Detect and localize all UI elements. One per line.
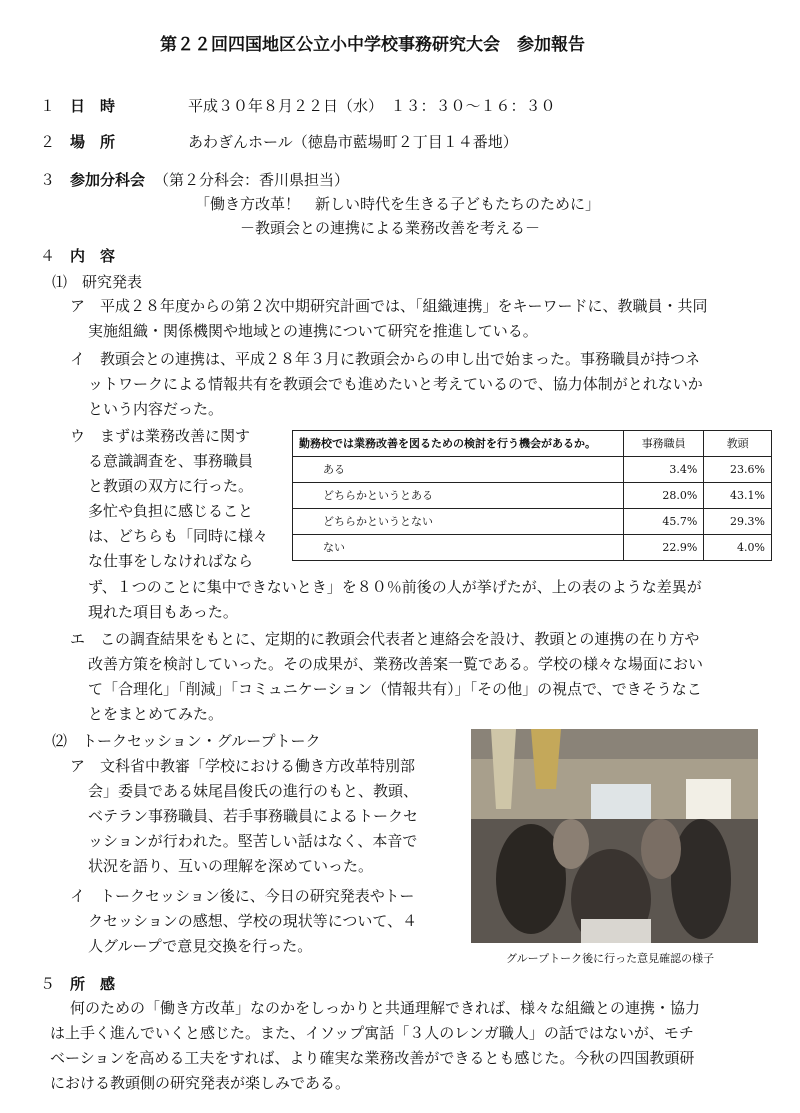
paragraph-u: ウ まずは業務改善に関す る意識調査を、事務職員 と教頭の双方に行った。 多忙や負担に感じること は、どちらも「同時に様々 な仕事をしなければなら [70,427,269,570]
table-question: 勤務校では業務改善を図るための検討を行う機会があるか。 [293,431,624,457]
session-subtheme: －教頭会との連携による業務改善を考える－ [240,219,541,237]
session-label: 参加分科会 [70,171,146,189]
section-heading: ⑵ トークセッション・グループトーク [52,732,321,750]
date-label: 日 時 [70,97,116,115]
section-heading: ⑴ 研究発表 [52,273,143,291]
survey-table [292,430,772,561]
content-label: 内 容 [70,247,116,265]
item-number: ３ [40,171,56,189]
item-number: ４ [40,247,56,265]
table-row: どちらかというとある 28.0% 43.1% [293,483,772,509]
paragraph-e: エ この調査結果をもとに、定期的に教頭会代表者と連絡会を設け、教頭との連携の在り方や 改善方策を検討していった。その成果が、業務改善案一覧である。学校の様々な場面におい て「合理化」「削減」「コミュニケーション（情報共有）」「その他」の視点で、できそうなこ とをまとめてみた。 [70,630,704,723]
item-number: １ [40,97,56,115]
paragraph-a: ア 平成２８年度からの第２次中期研究計画では、「組織連携」をキーワードに、教職員・共同 実施組織・関係機関や地域との連携について研究を推進している。 [70,297,708,340]
paragraph-impression: 何のための「働き方改革」なのかをしっかりと共通理解できれば、様々な組織との連携・協力 は上手く進んでいくと感じた。また、イソップ寓話「３人のレンガ職人」の話ではないが、モチ ベーションを高める工夫をすれば、より確実な業務改善ができるとも感じた。今秋の四国教頭研 における教頭側の研究発表が楽しみである。 [50,999,701,1092]
item-number: ２ [40,133,56,151]
table-row: どちらかというとない 45.7% 29.3% [293,509,772,535]
session-theme: 「働き方改革！ 新しい時代を生きる子どもたちのために」 [195,195,601,213]
table-col-vice: 教頭 [704,431,772,457]
table-col-staff: 事務職員 [624,431,704,457]
place-label: 場 所 [70,133,116,151]
paragraph-u-continued: ず、１つのことに集中できないとき」を８０％前後の人が挙げたが、上の表のような差異が 現れた項目もあった。 [88,578,702,621]
item-number: ５ [40,975,56,993]
place-value: あわぎんホール（徳島市藍場町２丁目１４番地） [188,133,518,151]
table-header-row [293,431,772,457]
table-row: ない 22.9% 4.0% [293,535,772,561]
impression-label: 所 感 [70,975,116,993]
group-talk-photo [471,729,758,943]
session-value: （第２分科会：香川県担当） [154,171,350,189]
page-title: 第２２回四国地区公立小中学校事務研究大会 参加報告 [160,35,585,55]
table-row: ある 3.4% 23.6% [293,457,772,483]
paragraph-i: イ 教頭会との連携は、平成２８年３月に教頭会からの申し出で始まった。事務職員が持つネ ットワークによる情報共有を教頭会でも進めたいと考えているので、協力体制がとれないか という内容だった。 [70,350,703,418]
paragraph-talk-a: ア 文科省中教審「学校における働き方改革特別部 会」委員である妹尾昌俊氏の進行のもと、教頭、 ベテラン事務職員、若手事務職員によるトークセ ッションが行われた。堅苦しい話はなく、本音で 状況を語り、互いの理解を深めていった。 [70,757,419,875]
date-value: 平成３０年８月２２日（水） １３：３０～１６：３０ [188,97,556,115]
photo-caption: グループトーク後に行った意見確認の様子 [506,952,715,965]
paragraph-talk-i: イ トークセッション後に、今日の研究発表やトー クセッションの感想、学校の現状等について、４ 人グループで意見交換を行った。 [70,887,418,955]
